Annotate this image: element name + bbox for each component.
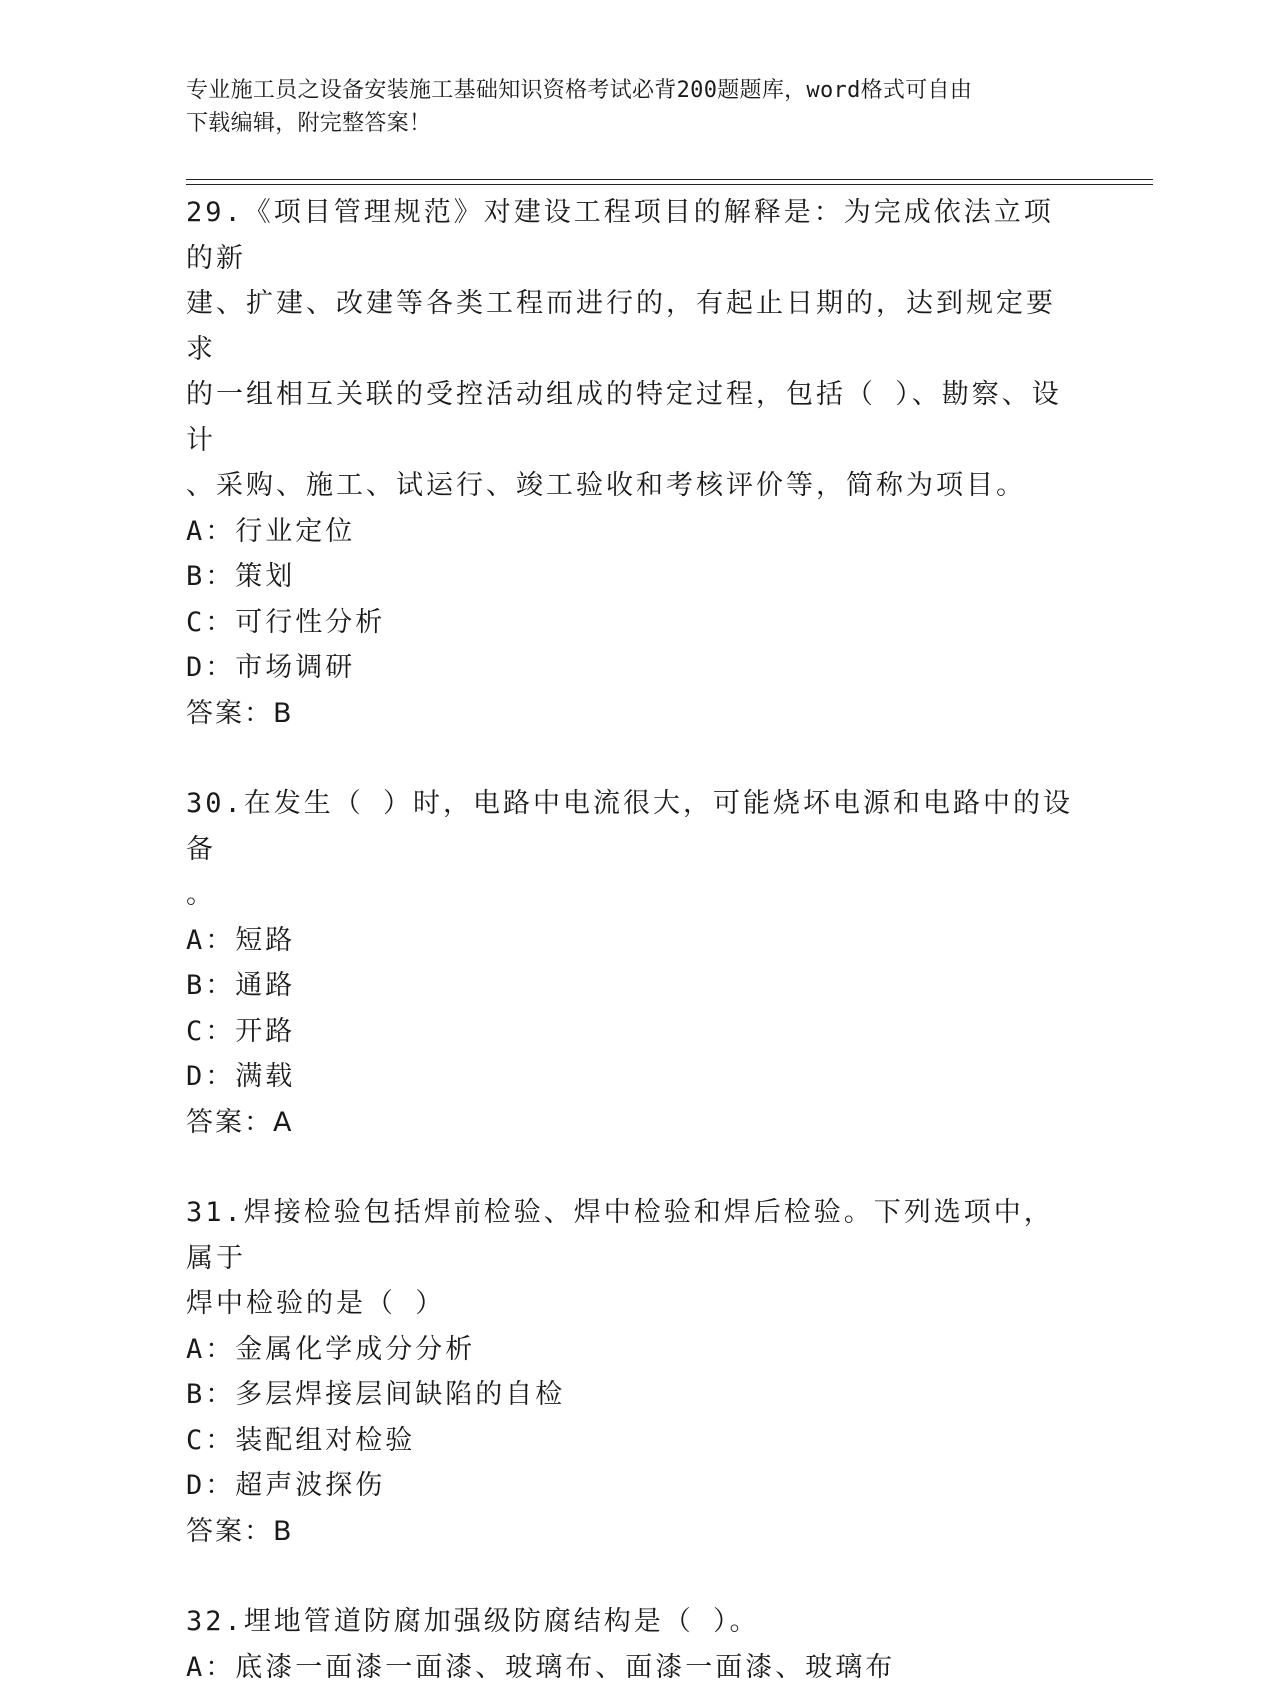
question-29 [186, 190, 1076, 736]
option-label: A： [186, 918, 235, 964]
option-label: C： [186, 1009, 235, 1055]
option-c [186, 1009, 1076, 1055]
question-line: 的一组相互关联的受控活动组成的特定过程，包括（ ）、勘察、设计 [186, 372, 1076, 463]
option-text: 金属化学成分分析 [235, 1334, 475, 1365]
question-line: 建、扩建、改建等各类工程而进行的，有起止日期的，达到规定要求 [186, 281, 1076, 372]
option-d [186, 1054, 1076, 1100]
answer-line: 答案：B [186, 1509, 1076, 1555]
option-label: B： [186, 1372, 235, 1418]
option-text: 通路 [235, 970, 295, 1001]
question-line: 32.埋地管道防腐加强级防腐结构是（ ）。 [186, 1599, 1076, 1645]
option-label: D： [186, 645, 235, 691]
question-text [186, 190, 1076, 509]
question-line: 焊中检验的是（ ） [186, 1281, 1076, 1327]
option-a [186, 1645, 1076, 1690]
option-c [186, 1418, 1076, 1464]
option-d [186, 645, 1076, 691]
question-text [186, 1599, 1076, 1645]
question-line: 29.《项目管理规范》对建设工程项目的解释是：为完成依法立项的新 [186, 190, 1076, 281]
option-text: 满载 [235, 1061, 295, 1092]
question-32 [186, 1599, 1076, 1690]
option-label: D： [186, 1463, 235, 1509]
answer-line: 答案：A [186, 1100, 1076, 1146]
option-c [186, 600, 1076, 646]
question-text [186, 781, 1076, 918]
header-divider-bottom [186, 184, 1153, 185]
option-label: B： [186, 963, 235, 1009]
question-list [186, 190, 1076, 1690]
question-line: 30.在发生（ ）时，电路中电流很大，可能烧坏电源和电路中的设备 [186, 781, 1076, 872]
option-b [186, 1372, 1076, 1418]
question-line: 、采购、施工、试运行、竣工验收和考核评价等，简称为项目。 [186, 463, 1076, 509]
option-text: 短路 [235, 925, 295, 956]
option-a [186, 509, 1076, 555]
question-line: 31.焊接检验包括焊前检验、焊中检验和焊后检验。下列选项中，属于 [186, 1190, 1076, 1281]
option-b [186, 963, 1076, 1009]
option-text: 可行性分析 [235, 607, 385, 638]
option-a [186, 1327, 1076, 1373]
option-label: B： [186, 554, 235, 600]
question-31 [186, 1190, 1076, 1554]
option-text: 市场调研 [235, 652, 355, 683]
option-text: 策划 [235, 561, 295, 592]
option-label: A： [186, 1327, 235, 1373]
option-a [186, 918, 1076, 964]
header-divider-top [186, 179, 1153, 180]
question-line: 。 [186, 872, 1076, 918]
question-text [186, 1190, 1076, 1327]
option-text: 多层焊接层间缺陷的自检 [235, 1379, 565, 1410]
option-text: 装配组对检验 [235, 1425, 415, 1456]
header-line-2: 下载编辑，附完整答案！ [186, 107, 1076, 140]
answer-line: 答案：B [186, 691, 1076, 737]
spacer [186, 1554, 1076, 1599]
document-header [186, 74, 1076, 140]
option-text: 开路 [235, 1016, 295, 1047]
option-label: C： [186, 600, 235, 646]
header-line-1: 专业施工员之设备安装施工基础知识资格考试必背200题题库，word格式可自由 [186, 74, 1076, 107]
option-text: 行业定位 [235, 516, 355, 547]
option-label: D： [186, 1054, 235, 1100]
question-30 [186, 781, 1076, 1145]
spacer [186, 736, 1076, 781]
option-label: A： [186, 1645, 235, 1690]
option-label: C： [186, 1418, 235, 1464]
option-d [186, 1463, 1076, 1509]
option-b [186, 554, 1076, 600]
option-text: 超声波探伤 [235, 1470, 385, 1501]
option-text: 底漆一面漆一面漆、玻璃布、面漆一面漆、玻璃布 [235, 1652, 895, 1683]
option-label: A： [186, 509, 235, 555]
spacer [186, 1145, 1076, 1190]
